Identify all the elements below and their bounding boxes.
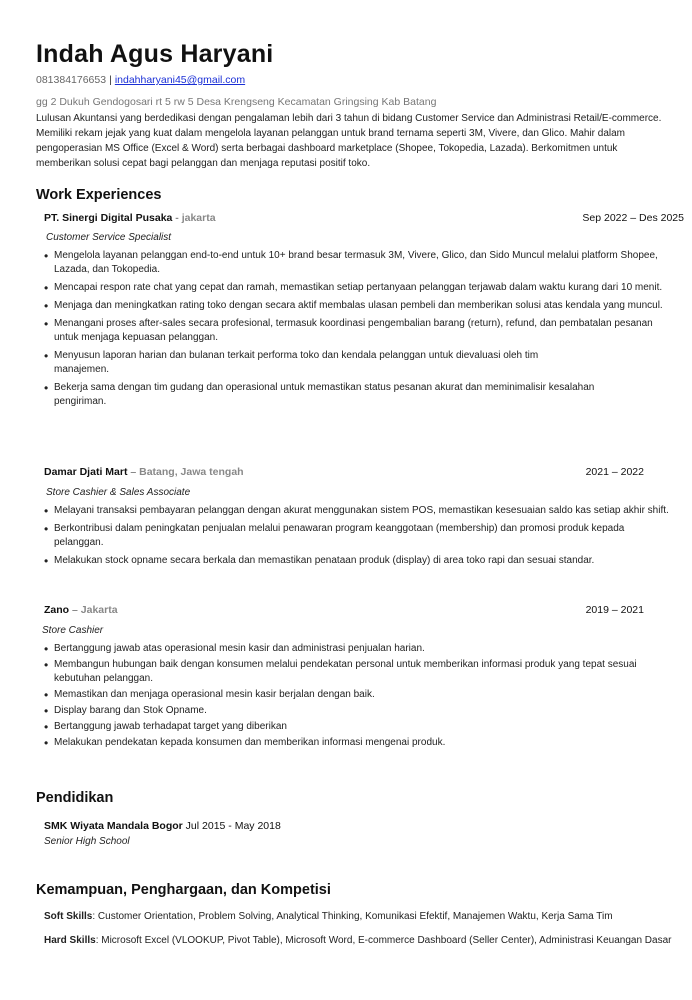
- address: gg 2 Dukuh Gendogosari rt 5 rw 5 Desa Krengseng Kecamatan Gringsing Kab Batang: [36, 96, 437, 108]
- job-location: – Jakarta: [69, 604, 118, 616]
- phone-number: 081384176653: [36, 74, 107, 86]
- professional-summary: Lulusan Akuntansi yang berdedikasi dengan pengalaman lebih dari 3 tahun di bidang Customer Service dan Administrasi Retail/E-commerce. Memiliki rekam jejak yang kuat dalam mengelola layanan pelanggan untuk brand ternama seperti 3M, Vivere, dan Glico. Mahir dalam pengoperasian MS Office (Excel & Word) serta berbagai dashboard marketplace (Shopee, Tokopedia, Lazada). Berkomitmen untuk memberikan solusi cepat bagi pelanggan dan menjaga reputasi positif toko.: [36, 113, 662, 169]
- section-title-skills: Kemampuan, Penghargaan, dan Kompetisi: [36, 882, 331, 898]
- section-title-education: Pendidikan: [36, 790, 114, 806]
- job-dates: Sep 2022 – Des 2025: [582, 212, 684, 224]
- job-role: Customer Service Specialist: [46, 232, 172, 243]
- list-item: • Menyusun laporan harian dan bulanan terkait performa toko dan kendala pelanggan untuk dievaluasi oleh tim manajemen.: [44, 349, 594, 377]
- list-item: • Melayani transaksi pembayaran pelanggan dengan akurat menggunakan sistem POS, memastikan kesesuaian saldo kas setiap akhir shift.: [44, 504, 672, 518]
- job-bullets: [44, 504, 672, 568]
- job-location: – Batang, Jawa tengah: [127, 466, 244, 478]
- list-item: • Bertanggung jawab terhadapat target yang diberikan: [44, 720, 684, 734]
- list-item: • Melakukan pendekatan kepada konsumen dan memberikan informasi mengenai produk.: [44, 736, 684, 750]
- job-header: [44, 466, 684, 478]
- list-item: • Membangun hubungan baik dengan konsumen melalui pendekatan personal untuk memberikan informasi produk yang tepat sesuai kebutuhan pelanggan.: [44, 658, 684, 686]
- company-name: Damar Djati Mart: [44, 466, 128, 478]
- list-item: • Bekerja sama dengan tim gudang dan operasional untuk memastikan status pesanan akurat dan meminimalisir kesalahan pengiriman.: [44, 381, 604, 409]
- education-level: Senior High School: [44, 836, 130, 847]
- list-item: • Menjaga dan meningkatkan rating toko dengan secara aktif membalas ulasan pembeli dan memberikan solusi atas kendala yang muncul.: [44, 299, 670, 313]
- list-item: • Bertanggung jawab atas operasional mesin kasir dan administrasi penjualan harian.: [44, 642, 684, 656]
- job-location: - jakarta: [172, 212, 216, 224]
- list-item: • Melakukan stock opname secara berkala dan memastikan penataan produk (display) di area toko rapi dan sesuai standar.: [44, 554, 672, 568]
- job-bullets: [44, 642, 684, 750]
- soft-skills-label: Soft Skills: [44, 911, 93, 922]
- soft-skills-list: : Customer Orientation, Problem Solving, Analytical Thinking, Komunikasi Efektif, Manajemen Waktu, Kerja Sama Tim: [92, 911, 613, 922]
- hard-skills-list: : Microsoft Excel (VLOOKUP, Pivot Table), Microsoft Word, E-commerce Dashboard (Seller Center), Administrasi Keuangan Dasar: [95, 935, 672, 946]
- contact-line: [36, 74, 245, 86]
- job-bullets: [44, 249, 670, 409]
- hard-skills-label: Hard Skills: [44, 935, 96, 946]
- education-dates: Jul 2015 - May 2018: [182, 820, 281, 832]
- hard-skills: [44, 934, 674, 947]
- list-item: • Berkontribusi dalam peningkatan penjualan melalui penawaran program keanggotaan (membership) dan promosi produk kepada pelanggan.: [44, 522, 672, 550]
- company-name: PT. Sinergi Digital Pusaka: [44, 212, 173, 224]
- job-header: [44, 604, 684, 616]
- list-item: • Mengelola layanan pelanggan end-to-end untuk 10+ brand besar termasuk 3M, Vivere, Glico, dan Sido Muncul melalui platform Shopee, Lazada, dan Tokopedia.: [44, 249, 670, 277]
- job-dates: 2019 – 2021: [585, 604, 644, 616]
- list-item: • Mencapai respon rate chat yang cepat dan ramah, memastikan setiap pertanyaan pelanggan terjawab dalam waktu kurang dari 10 menit.: [44, 281, 670, 295]
- job-dates: 2021 – 2022: [585, 466, 644, 478]
- contact-separator: |: [109, 74, 112, 86]
- list-item: • Display barang dan Stok Opname.: [44, 704, 684, 718]
- email-link[interactable]: indahharyani45@gmail.com: [114, 74, 246, 86]
- job-role: Store Cashier: [42, 625, 104, 636]
- job-role: Store Cashier & Sales Associate: [46, 487, 191, 498]
- list-item: • Memastikan dan menjaga operasional mesin kasir berjalan dengan baik.: [44, 688, 684, 702]
- candidate-name: Indah Agus Haryani: [36, 40, 274, 68]
- soft-skills: [44, 910, 674, 923]
- school-name: SMK Wiyata Mandala Bogor: [44, 820, 183, 832]
- section-title-work: Work Experiences: [36, 187, 162, 203]
- job-header: [44, 212, 684, 224]
- list-item: • Menangani proses after-sales secara profesional, termasuk koordinasi pengembalian barang (return), refund, dan pembatalan pesanan untuk menjaga kepuasan pelanggan.: [44, 317, 670, 345]
- company-name: Zano: [44, 604, 70, 616]
- education-entry: [44, 820, 281, 832]
